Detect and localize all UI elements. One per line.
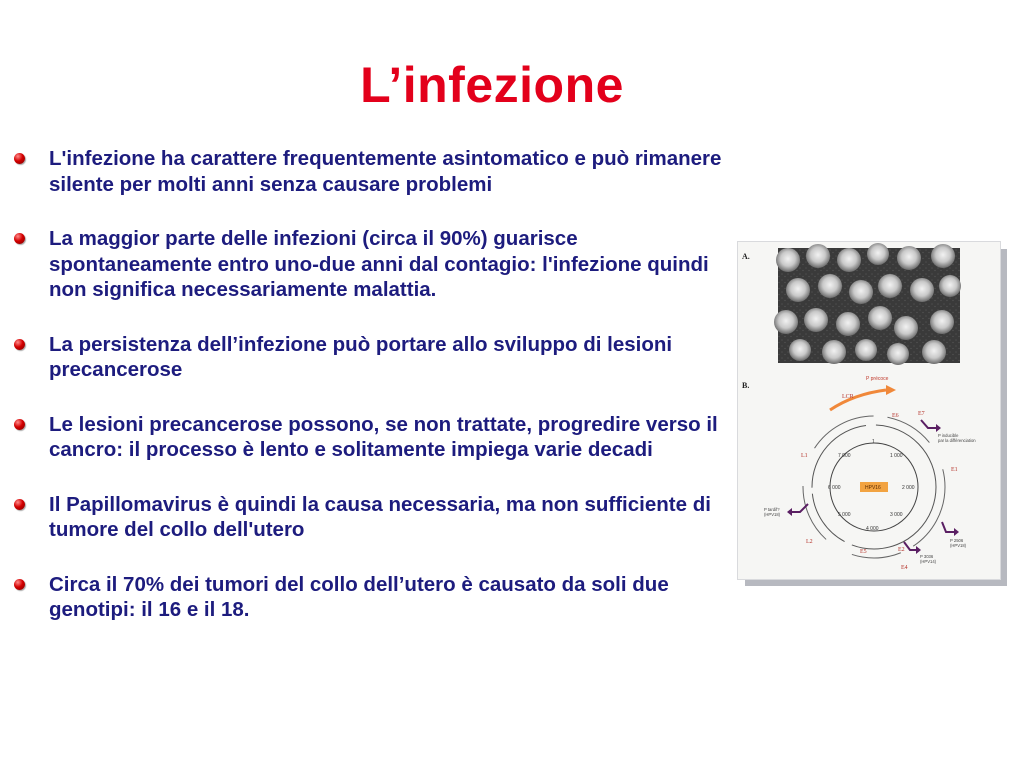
gene-l1: L1 [801,453,808,459]
pos-1000: 1 000 [890,453,903,459]
bullet-item [14,146,724,197]
bullet-item [14,412,724,463]
bullet-item [14,332,724,383]
bullet-dot-icon [14,499,25,510]
bullet-dot-icon [14,579,25,590]
hpv-figure-svg [738,242,1000,579]
bullet-text: L'infezione ha carattere frequentemente asintomatico e può rimanere silente per molti anni senza causare problemi [49,147,722,196]
p-late-label-2: (HPV18) [764,512,781,517]
p2506-label-1: P 2506 [950,538,964,543]
bullet-dot-icon [14,339,25,350]
bullet-text: La maggior parte delle infezioni (circa il 90%) guarisce spontaneamente entro uno-due anni dal contagio: l'infezione quindi non significa necessariamente malattia. [49,227,709,301]
panel-a-label: A. [742,252,750,261]
p-early-arrow [830,390,886,410]
bullet-text: Circa il 70% dei tumori del collo dell’utero è causato da soli due genotipi: il 16 e il 18. [49,572,669,621]
bullet-text: Le lesioni precancerose possono, se non trattate, progredire verso il cancro: il processo è lento e solitamente impiega varie decadi [49,412,718,461]
pos-6000: 6 000 [828,485,841,491]
slide-title: L’infezione [360,57,624,113]
gene-e5: E5 [860,549,867,555]
genome-map [764,376,976,571]
bullet-list [14,146,724,623]
bullet-dot-icon [14,233,25,244]
center-label: HPV16 [865,485,881,491]
lcr-label: LCR [842,394,854,400]
gene-e7: E7 [918,411,925,417]
p-inducible-label-2: par la différenciation [938,438,976,443]
hpv-figure [737,241,1001,580]
gene-e1: E1 [951,467,958,473]
gene-e6: E6 [892,413,899,419]
pos-4000: 4 000 [866,526,879,532]
p2506-label-2: (HPV18) [950,543,967,548]
pos-7000: 7 000 [838,453,851,459]
gene-l2: L2 [806,539,813,545]
pos-2000: 2 000 [902,485,915,491]
p-early-label: P précoce [866,376,889,382]
p3036-label-2: (HPV14) [920,559,937,564]
p-inducible-arrow [921,420,936,428]
bullet-item [14,572,724,623]
gene-e2: E2 [898,547,905,553]
pos-3000: 3 000 [890,512,903,518]
bullet-item [14,492,724,543]
panel-b-label: B. [742,381,750,390]
p-inducible-label-1: P inducible [938,433,959,438]
bullet-dot-icon [14,419,25,430]
bullet-text: Il Papillomavirus è quindi la causa necessaria, ma non sufficiente di tumore del collo dell'utero [49,492,711,541]
p-late-arrow [792,504,808,512]
bullet-text: La persistenza dell’infezione può portare allo sviluppo di lesioni precancerose [49,332,673,381]
p3036-label-1: P 3036 [920,554,934,559]
pos-1: 1 [872,439,875,445]
bullet-dot-icon [14,153,25,164]
p2506-arrow [942,522,954,532]
gene-e4: E4 [901,565,908,571]
electron-micrograph [774,243,961,365]
p-late-label-1: P tardif? [764,507,780,512]
bullet-item [14,226,724,303]
pos-5000: 5 000 [838,512,851,518]
